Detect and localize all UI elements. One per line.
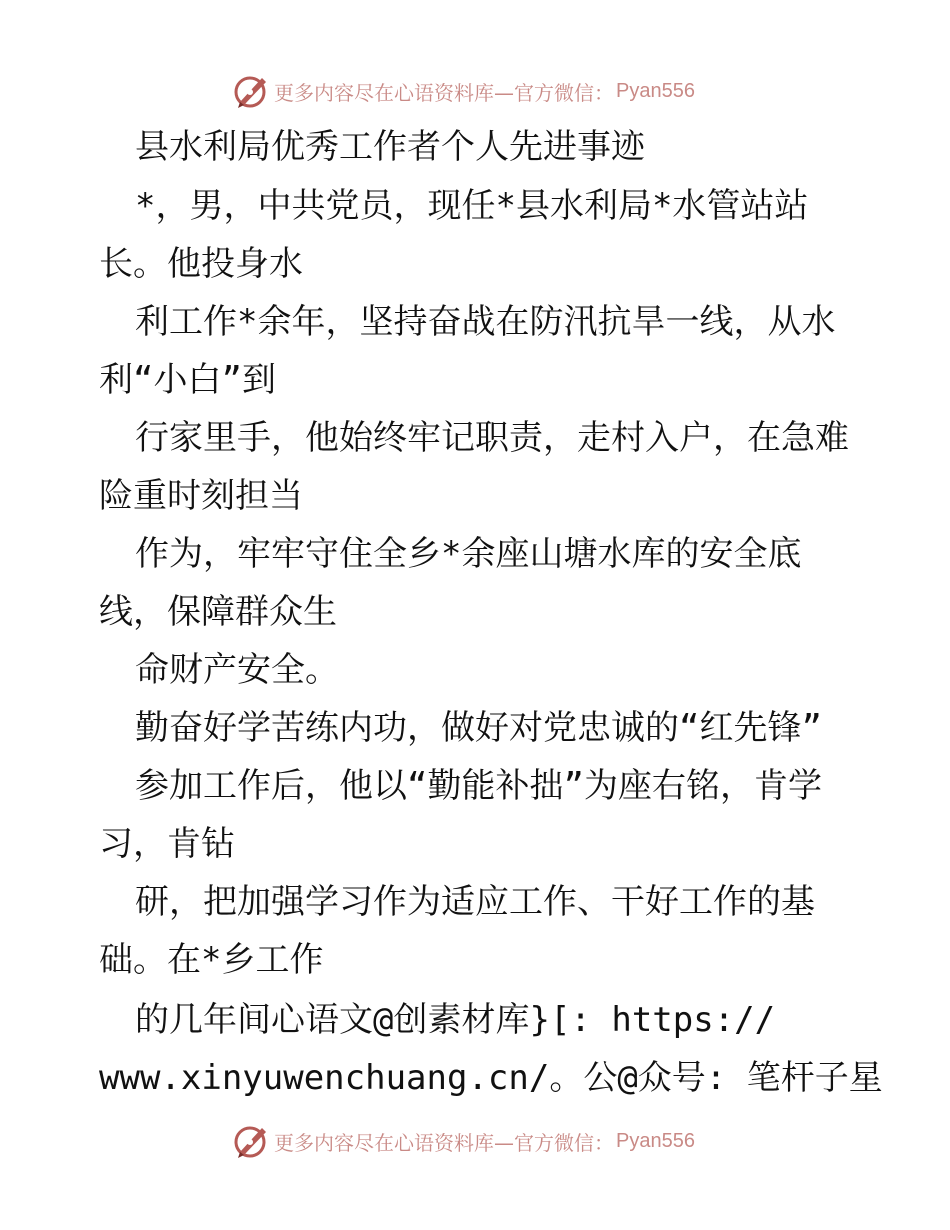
pen-logo-icon [232,1122,272,1160]
text-line: 的几年间心语文@创素材库}[: https:// [135,1000,776,1040]
text-line: 命财产安全。 [135,650,339,690]
watermark-wechat-id: Pyan556 [616,1129,695,1152]
watermark-text: 更多内容尽在心语资料库—官方微信： [274,1130,614,1155]
text-line: 习，肯钻 [99,824,235,864]
text-line: 作为，牢牢守住全乡*余座山塘水库的安全底 [135,534,802,574]
text-line: 利工作*余年，坚持奋战在防汛抗旱一线，从水 [135,302,836,342]
doc-title: 县水利局优秀工作者个人先进事迹 [135,127,645,167]
text-line: 参加工作后，他以“勤能补拙”为座右铭，肯学 [135,766,822,806]
text-line: 险重时刻担当 [99,476,303,516]
watermark-wechat-id: Pyan556 [616,79,695,102]
watermark-text: 更多内容尽在心语资料库—官方微信： [274,80,614,105]
footer-watermark [232,1121,695,1161]
text-line: 行家里手，他始终牢记职责，走村入户，在急难 [135,418,849,458]
section-heading: 勤奋好学苦练内功，做好对党忠诚的“红先锋” [135,708,822,748]
text-line: *，男，中共党员，现任*县水利局*水管站站 [135,186,809,226]
pen-logo-icon [232,72,272,110]
text-line: www.xinyuwenchuang.cn/。公@众号: 笔杆子星 [99,1058,883,1098]
text-line: 研，把加强学习作为适应工作、干好工作的基 [135,882,815,922]
text-line: 础。在*乡工作 [99,940,324,980]
text-line: 长。他投身水 [99,244,303,284]
text-line: 利“小白”到 [99,360,276,400]
header-watermark [232,71,695,111]
text-line: 线，保障群众生 [99,592,337,632]
